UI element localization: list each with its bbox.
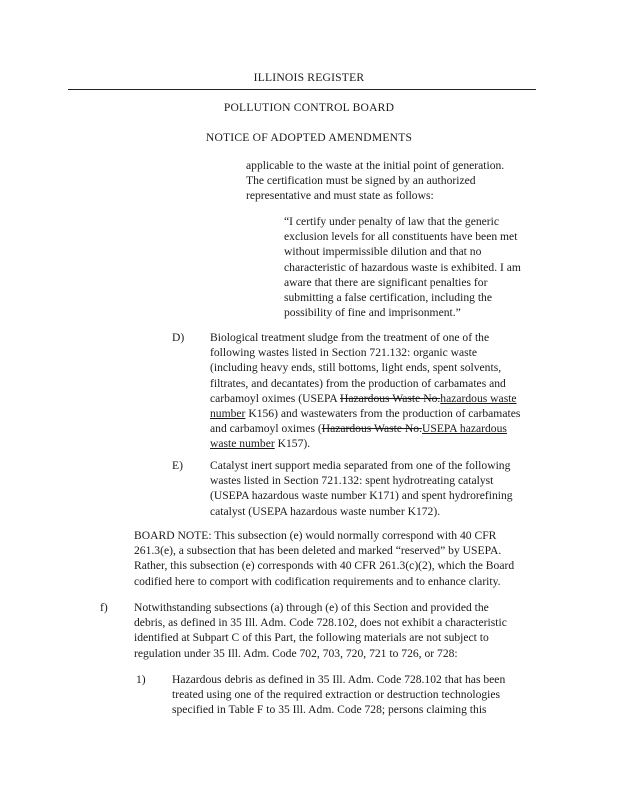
text-line: regulation under 35 Ill. Adm. Code 702, 703, 720, 721 to 726, or 728: [134, 646, 458, 660]
text-line: identified at Subpart C of this Part, the following materials are not subject to [134, 631, 489, 645]
inserted-text: USEPA hazardous [422, 422, 507, 436]
text-line: 261.3(e), a subsection that has been deleted and marked “reserved” by USEPA. [134, 544, 502, 558]
text-line: applicable to the waste at the initial point of generation. [246, 159, 505, 172]
text-line: Catalyst inert support media separated from one of the following [210, 459, 511, 472]
text-run: and carbamoyl oximes ( [210, 422, 322, 436]
inserted-text: waste number [210, 437, 275, 451]
text-line: possibility of fine and imprisonment.” [284, 306, 461, 320]
deleted-text: Hazardous Waste No. [340, 391, 441, 405]
text-line: aware that there are significant penalties for [284, 275, 488, 289]
text-line: Hazardous debris as defined in 35 Ill. Adm. Code 728.102 that has been [172, 673, 506, 686]
item-e-text [210, 458, 513, 519]
text-run: K157). [274, 437, 311, 451]
text-line: representative and must state as follows: [246, 189, 434, 203]
text-line [210, 391, 520, 406]
text-line: submitting a false certification, including the [284, 291, 492, 305]
text-line: Biological treatment sludge from the treatment of one of the [210, 331, 490, 344]
text-line: specified in Table F to 35 Ill. Adm. Code 728; persons claiming this [172, 703, 487, 717]
text-line: exclusion levels for all constituents have been met [284, 230, 518, 244]
item-d-label: D) [172, 331, 185, 344]
text-run: carbamoyl oximes (USEPA [210, 391, 340, 405]
text-line: treated using one of the required extraction or destruction technologies [172, 688, 501, 702]
text-line: filtrates, and decantates) from the production of carbamates and [210, 376, 506, 390]
inserted-text: hazardous waste [440, 391, 517, 405]
item-f-label: f) [100, 601, 108, 614]
text-line: without impermissible dilution and that no [284, 245, 482, 259]
item-f1-label: 1) [136, 673, 146, 686]
board-title: POLLUTION CONTROL BOARD [223, 101, 395, 114]
continuation-paragraph [246, 158, 504, 204]
header-rule [68, 89, 536, 90]
text-line: codified here to comport with codification requirements and to enhance clarity. [134, 574, 501, 588]
text-line: BOARD NOTE: This subsection (e) would normally correspond with 40 CFR [134, 529, 497, 542]
text-line: Rather, this subsection (e) corresponds with 40 CFR 261.3(c)(2), which the Board [134, 559, 515, 573]
text-line: (USEPA hazardous waste number K171) and spent hydrorefining [210, 489, 513, 503]
text-line: “I certify under penalty of law that the generic [284, 215, 500, 228]
text-run: K156) and wastewaters from the production of carbamates [245, 407, 521, 421]
text-line: Notwithstanding subsections (a) through (e) of this Section and provided the [134, 601, 489, 614]
register-title: ILLINOIS REGISTER [253, 71, 365, 84]
certification-quote [284, 214, 521, 320]
item-f-text [134, 600, 507, 661]
text-line: wastes listed in Section 721.132: spent hydrotreating catalyst [210, 474, 494, 488]
text-line: debris, as defined in 35 Ill. Adm. Code 728.102, does not exhibit a characteristic [134, 616, 507, 630]
text-line: (including heavy ends, still bottoms, light ends, spent solvents, [210, 361, 502, 375]
text-line: characteristic of hazardous waste is exhibited. I am [284, 260, 521, 274]
text-line: The certification must be signed by an authorized [246, 174, 476, 188]
text-line: catalyst (USEPA hazardous waste number K172). [210, 504, 441, 518]
text-line [210, 436, 520, 451]
text-line [210, 406, 520, 421]
text-line: following wastes listed in Section 721.132: organic waste [210, 346, 478, 360]
text-line [210, 421, 520, 436]
item-e-label: E) [172, 459, 183, 472]
deleted-text: Hazardous Waste No. [321, 422, 422, 436]
inserted-text: number [210, 407, 246, 421]
item-f1-text [172, 672, 505, 718]
board-note [134, 528, 514, 589]
item-d-text [210, 330, 520, 452]
notice-title: NOTICE OF ADOPTED AMENDMENTS [205, 131, 413, 144]
